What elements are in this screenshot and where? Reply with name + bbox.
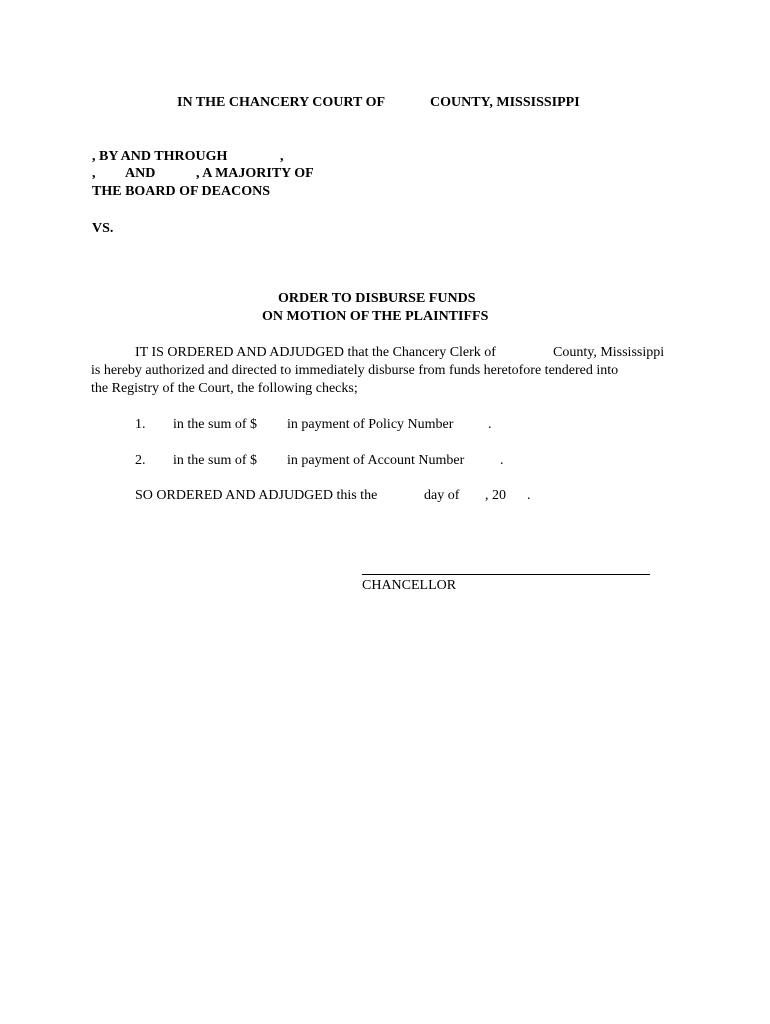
closing-day: day of xyxy=(424,488,460,503)
closing-end: . xyxy=(527,488,531,503)
item-number: 2. xyxy=(135,453,146,468)
item-end: . xyxy=(488,417,492,432)
county-state-heading: COUNTY, MISSISSIPPI xyxy=(430,95,580,110)
caption-line2-b: AND xyxy=(125,166,156,181)
item-number: 1. xyxy=(135,417,146,432)
item-amount: in the sum of $ xyxy=(173,453,257,468)
order-title-line2: ON MOTION OF THE PLAINTIFFS xyxy=(262,309,489,324)
body-line3: the Registry of the Court, the following checks; xyxy=(91,381,358,396)
closing-text: SO ORDERED AND ADJUDGED this the xyxy=(135,488,378,503)
court-heading: IN THE CHANCERY COURT OF xyxy=(177,95,386,110)
caption-line2-a: , xyxy=(92,166,96,181)
item-payment: in payment of Policy Number xyxy=(287,417,454,432)
chancellor-label: CHANCELLOR xyxy=(362,578,457,593)
body-line1-a: IT IS ORDERED AND ADJUDGED that the Chancery Clerk of xyxy=(135,345,496,360)
order-title-line1: ORDER TO DISBURSE FUNDS xyxy=(278,291,476,306)
item-end: . xyxy=(500,453,504,468)
signature-line xyxy=(362,574,650,575)
versus-label: VS. xyxy=(92,221,114,236)
item-amount: in the sum of $ xyxy=(173,417,257,432)
caption-line3: THE BOARD OF DEACONS xyxy=(92,184,271,199)
caption-line1-b: , xyxy=(280,149,284,164)
caption-line1-a: , BY AND THROUGH xyxy=(92,149,228,164)
closing-year: , 20 xyxy=(485,488,506,503)
item-payment: in payment of Account Number xyxy=(287,453,465,468)
caption-line2-c: , A MAJORITY OF xyxy=(196,166,314,181)
body-line1-b: County, Mississippi xyxy=(553,345,665,360)
body-line2: is hereby authorized and directed to immediately disburse from funds heretofore tendered into xyxy=(91,363,619,378)
